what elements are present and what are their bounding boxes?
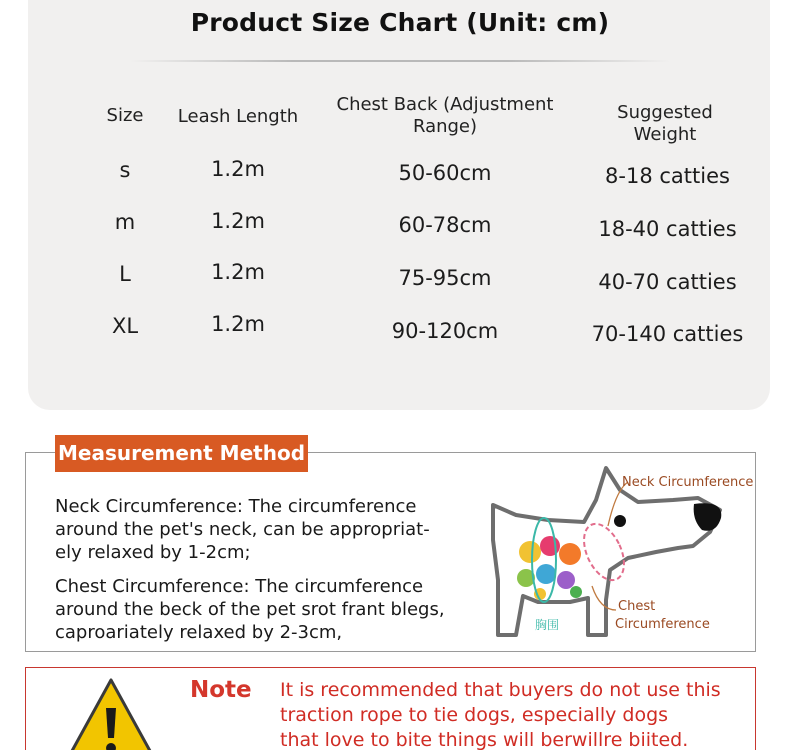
header-leash-length: Leash Length	[177, 106, 299, 127]
row-chest: 60-78cm	[398, 213, 492, 237]
row-weight: 8-18 catties	[605, 164, 730, 188]
chest-description	[55, 575, 495, 644]
row-leash: 1.2m	[211, 157, 265, 181]
row-leash: 1.2m	[211, 260, 265, 284]
chest-line: Chest Circumference: The circumference	[55, 576, 424, 597]
row-size: XL	[111, 314, 139, 338]
header-weight-line2: Weight	[633, 124, 697, 145]
chart-title: Product Size Chart (Unit: cm)	[190, 8, 610, 37]
header-chest-back	[330, 94, 560, 138]
row-size: m	[114, 210, 136, 234]
title-divider	[130, 60, 670, 62]
row-leash: 1.2m	[211, 209, 265, 233]
note-line: traction rope to tie dogs, especially dogs	[280, 704, 669, 726]
header-suggested-weight	[590, 102, 740, 146]
note-line: that love to bite things will berwillre biited.	[280, 729, 689, 750]
row-leash: 1.2m	[211, 312, 265, 336]
neck-line: ely relaxed by 1-2cm;	[55, 542, 251, 563]
row-chest: 50-60cm	[398, 161, 492, 185]
neck-line: Neck Circumference: The circumference	[55, 496, 417, 517]
row-weight: 18-40 catties	[598, 217, 737, 241]
chest-line: caproariately relaxed by 2-3cm,	[55, 622, 343, 643]
chest-label-line2: Circumference	[615, 617, 710, 632]
header-weight-line1: Suggested	[617, 102, 713, 123]
chest-label-line1: Chest	[618, 599, 656, 614]
warning-icon	[63, 674, 159, 750]
row-size: L	[119, 262, 131, 286]
neck-description	[55, 495, 495, 564]
chinese-chest-label: 胸围	[535, 618, 560, 632]
row-chest: 90-120cm	[391, 319, 499, 343]
note-text	[280, 678, 721, 750]
note-label: Note	[190, 677, 252, 703]
neck-circumference-label: Neck Circumference	[622, 475, 754, 490]
header-size: Size	[106, 105, 144, 126]
row-weight: 40-70 catties	[598, 270, 737, 294]
measurement-badge: Measurement Method	[55, 435, 308, 472]
note-line: It is recommended that buyers do not use this	[280, 679, 721, 701]
dog-eye-icon	[614, 515, 626, 527]
row-size: s	[119, 158, 131, 182]
neck-line: around the pet's neck, can be appropriat-	[55, 519, 430, 540]
chest-line: around the beck of the pet srot frant blegs,	[55, 599, 445, 620]
header-chest-line2: Range)	[412, 116, 478, 137]
header-chest-line1: Chest Back (Adjustment	[336, 94, 554, 115]
row-weight: 70-140 catties	[591, 322, 744, 346]
row-chest: 75-95cm	[398, 266, 492, 290]
